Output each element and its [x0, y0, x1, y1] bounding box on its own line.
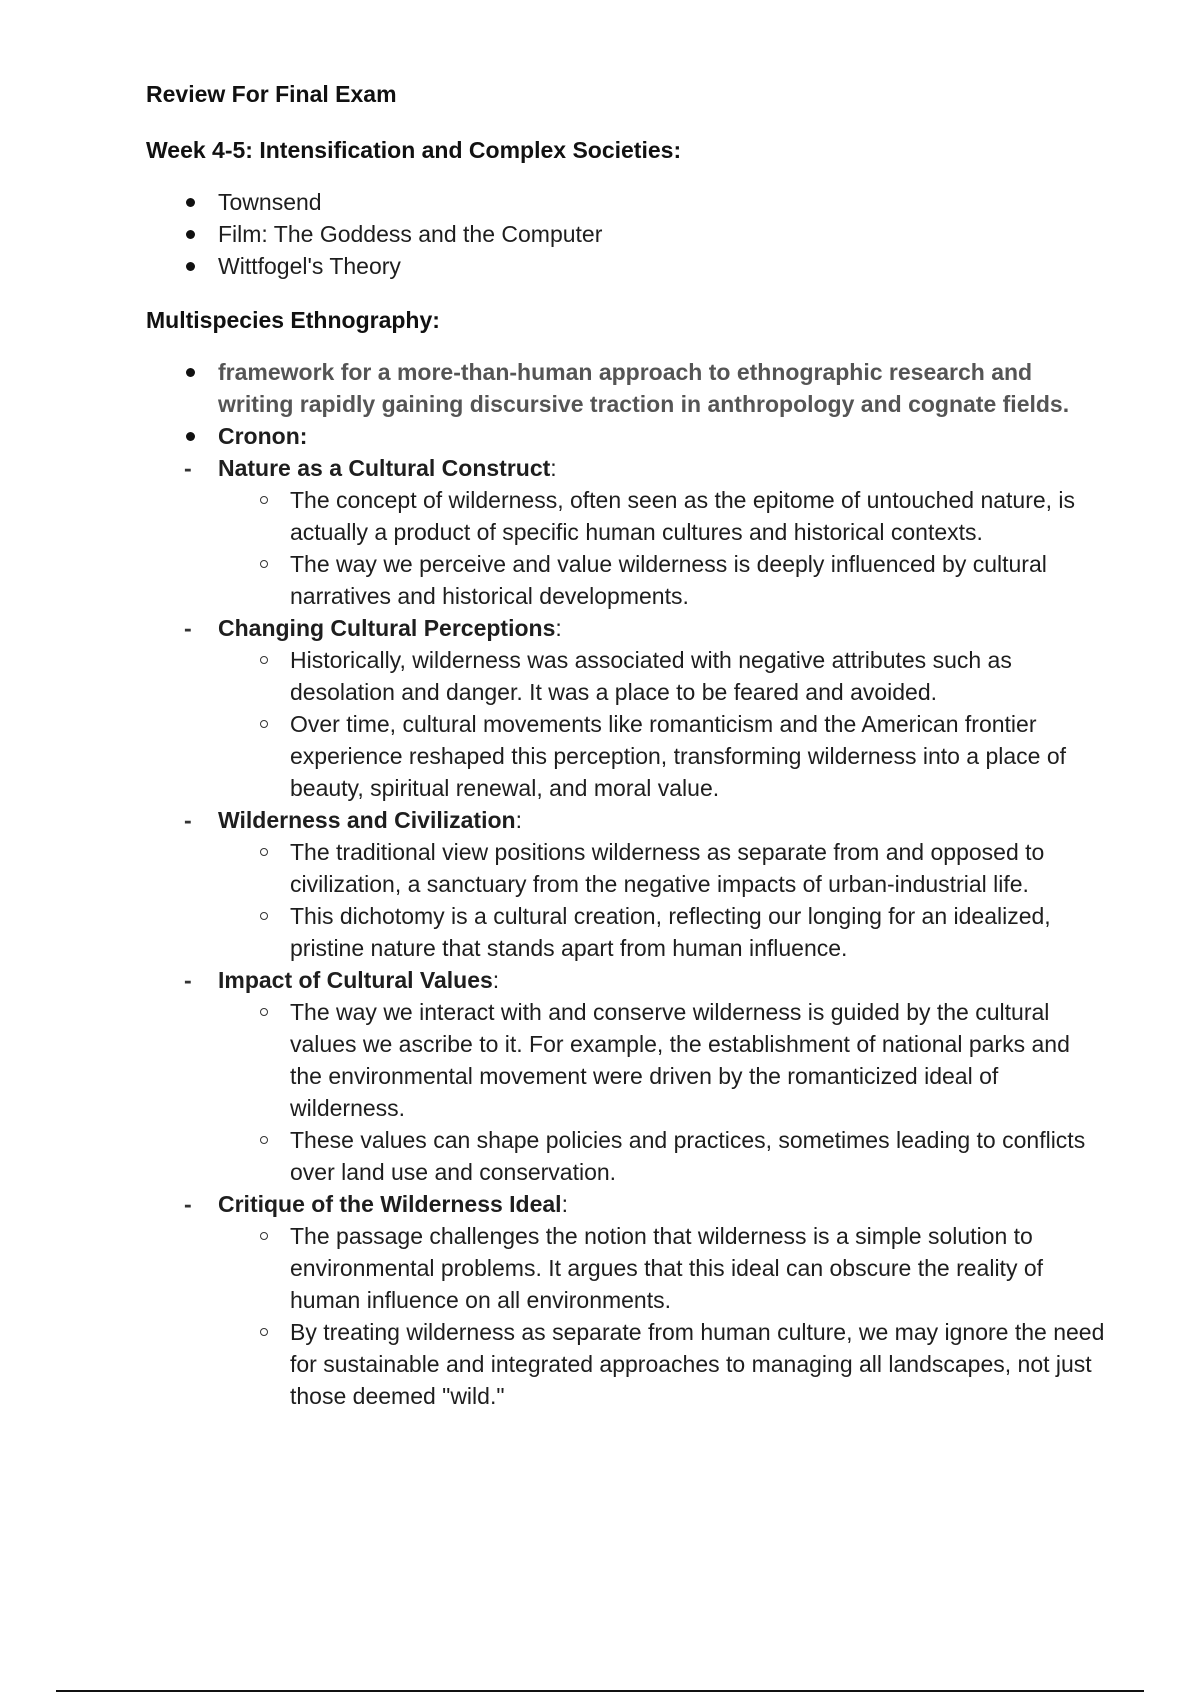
- topic-item: - Changing Cultural Perceptions: Historically, wilderness was associated with negative attributes such as desolation and danger. It was a place to be feared and avoided. Over time, cultural movements like romanticism and the American frontier experience reshaped this perception, transforming wilderness into a place of beauty, spiritual renewal, and moral value.: [146, 612, 1106, 804]
- topic-point: The concept of wilderness, often seen as the epitome of untouched nature, is actually a product of specific human cultures and historical contexts.: [218, 484, 1106, 548]
- cronon-item: Cronon:: [146, 420, 1106, 452]
- topic-heading: Wilderness and Civilization: [218, 807, 516, 833]
- topic-point: The traditional view positions wilderness as separate from and opposed to civilization, a sanctuary from the negative impacts of urban-industrial life.: [218, 836, 1106, 900]
- topic-point: This dichotomy is a cultural creation, reflecting our longing for an idealized, pristine nature that stands apart from human influence.: [218, 900, 1106, 964]
- week-heading: Week 4-5: Intensification and Complex Societies:: [146, 137, 682, 163]
- topic-points: [218, 644, 1106, 804]
- topic-item: - Wilderness and Civilization: The traditional view positions wilderness as separate from and opposed to civilization, a sanctuary from the negative impacts of urban-industrial life. This dichotomy is a cultural creation, reflecting our longing for an idealized, pristine nature that stands apart from human influence.: [146, 804, 1106, 964]
- topic-points: [218, 484, 1106, 612]
- list-item: Film: The Goddess and the Computer: [146, 218, 1106, 250]
- topic-point: Historically, wilderness was associated with negative attributes such as desolation and danger. It was a place to be feared and avoided.: [218, 644, 1106, 708]
- topic-point: The passage challenges the notion that wilderness is a simple solution to environmental problems. It argues that this ideal can obscure the reality of human influence on all environments.: [218, 1220, 1106, 1316]
- list-item: Townsend: [146, 186, 1106, 218]
- topic-points: [218, 996, 1106, 1188]
- topic-point: By treating wilderness as separate from human culture, we may ignore the need for sustainable and integrated approaches to managing all landscapes, not just those deemed "wild.": [218, 1316, 1106, 1412]
- topic-item: - Impact of Cultural Values: The way we interact with and conserve wilderness is guided by the cultural values we ascribe to it. For example, the establishment of national parks and the environmental movement were driven by the romanticized ideal of wilderness. These values can shape policies and practices, sometimes leading to conflicts over land use and conservation.: [146, 964, 1106, 1188]
- document-page: [146, 78, 1106, 1412]
- topic-point: The way we perceive and value wilderness is deeply influenced by cultural narratives and historical developments.: [218, 548, 1106, 612]
- topic-item: - Nature as a Cultural Construct: The concept of wilderness, often seen as the epitome of untouched nature, is actually a product of specific human cultures and historical contexts. The way we perceive and value wilderness is deeply influenced by cultural narratives and historical developments.: [146, 452, 1106, 612]
- topic-item: - Critique of the Wilderness Ideal: The passage challenges the notion that wilderness is a simple solution to environmental problems. It argues that this ideal can obscure the reality of human influence on all environments. By treating wilderness as separate from human culture, we may ignore the need for sustainable and integrated approaches to managing all landscapes, not just those deemed "wild.": [146, 1188, 1106, 1412]
- topic-point: The way we interact with and conserve wilderness is guided by the cultural values we ascribe to it. For example, the establishment of national parks and the environmental movement were driven by the romanticized ideal of wilderness.: [218, 996, 1106, 1124]
- topic-heading: Nature as a Cultural Construct: [218, 455, 551, 481]
- list-item: Wittfogel's Theory: [146, 250, 1106, 282]
- topic-point: These values can shape policies and practices, sometimes leading to conflicts over land use and conservation.: [218, 1124, 1106, 1188]
- page-bottom-rule: [56, 1690, 1144, 1692]
- multispecies-list: [146, 356, 1106, 1412]
- topic-point: Over time, cultural movements like romanticism and the American frontier experience reshaped this perception, transforming wilderness into a place of beauty, spiritual renewal, and moral value.: [218, 708, 1106, 804]
- topic-heading: Impact of Cultural Values: [218, 967, 493, 993]
- topic-heading: Changing Cultural Perceptions: [218, 615, 556, 641]
- topic-points: [218, 1220, 1106, 1412]
- multispecies-heading: Multispecies Ethnography:: [146, 307, 440, 333]
- page-title: Review For Final Exam: [146, 81, 397, 107]
- topic-points: [218, 836, 1106, 964]
- topic-heading: Critique of the Wilderness Ideal: [218, 1191, 562, 1217]
- week-list: [146, 186, 1106, 282]
- definition-item: framework for a more-than-human approach to ethnographic research and writing rapidly gaining discursive traction in anthropology and cognate fields.: [146, 356, 1106, 420]
